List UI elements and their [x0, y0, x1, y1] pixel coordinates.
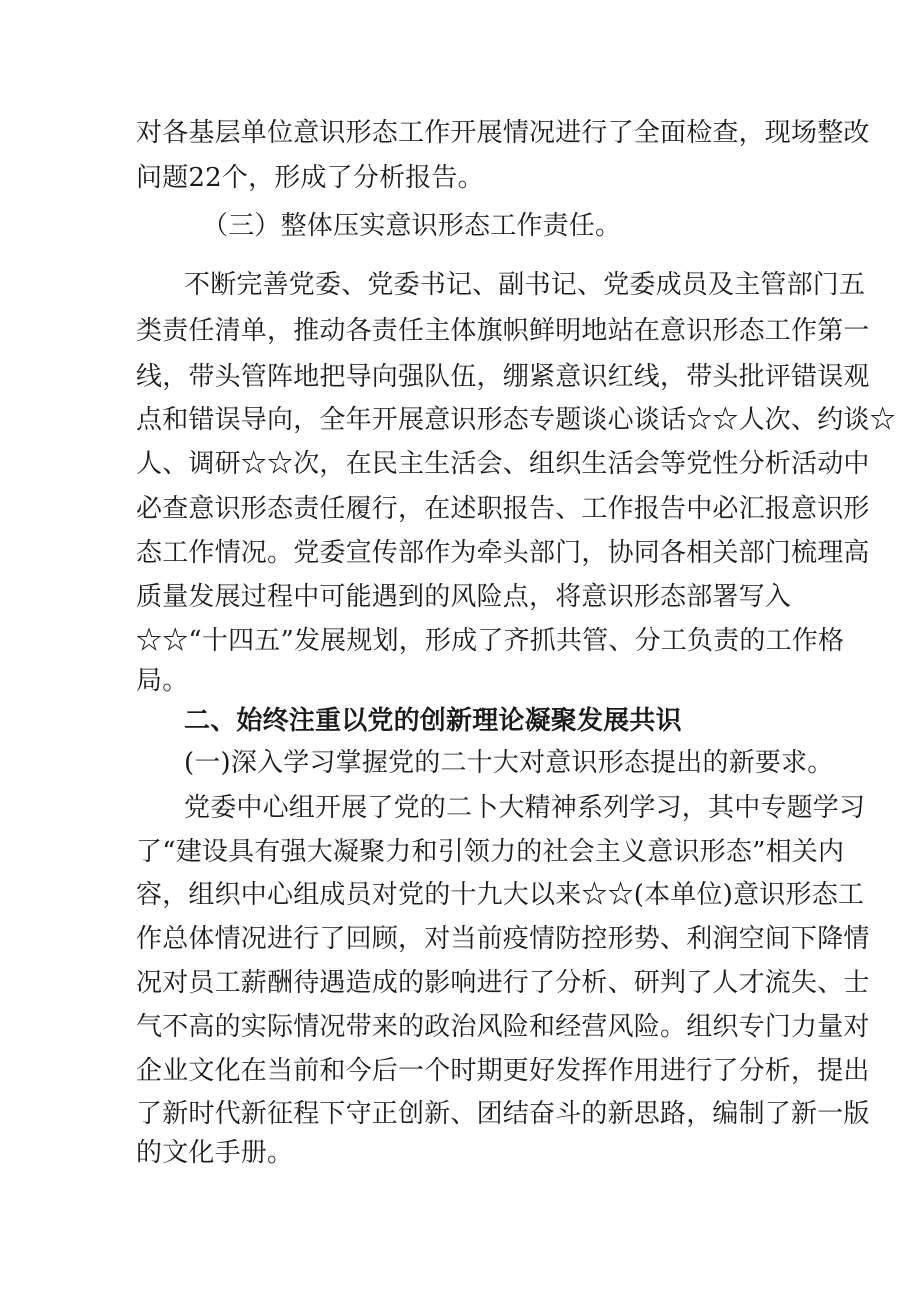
- text-line-16: 党委中心组开展了党的二卜大精神系列学习，其中专题学习: [184, 793, 866, 823]
- text-line-13: 局。: [136, 666, 189, 696]
- text-line-17: 了“建设具有强大凝聚力和引领力的社会主义意识形态”相关内: [136, 837, 845, 867]
- text-line-12: ☆☆“十四五”发展规划，形成了齐抓共管、分工负责的工作格: [136, 626, 845, 656]
- text-line-1: 对各基层单位意识形态工作开展情况进行了全面检查，现场整改: [136, 118, 870, 148]
- text-line-2: 问题22个，形成了分析报告。: [136, 163, 484, 193]
- text-line-23: 了新时代新征程下守正创新、团结奋斗的新思路，编制了新一版: [136, 1099, 870, 1129]
- section-subheading-2-1: (一)深入学习掌握党的二十大对意识形态提出的新要求。: [184, 748, 834, 778]
- section-heading-2: 二、始终注重以党的创新理论凝聚发展共识: [184, 706, 682, 736]
- section-subheading-3: （三）整体压实意识形态工作责任。: [202, 211, 622, 241]
- text-line-11: 质量发展过程中可能遇到的风险点，将意识形态部署写入: [136, 582, 792, 612]
- text-line-22: 企业文化在当前和今后一个时期更好发挥作用进行了分析，提出: [136, 1056, 870, 1086]
- text-line-6: 线，带头管阵地把导向强队伍，绷紧意识红线，带头批评错误观: [136, 362, 870, 392]
- text-line-20: 况对员工薪酬待遇造成的影响进行了分析、研判了人才流失、士: [136, 968, 870, 998]
- text-line-24: 的文化手册。: [136, 1138, 294, 1168]
- text-line-9: 必查意识形态责任履行，在述职报告、工作报告中必汇报意识形: [136, 494, 870, 524]
- text-line-19: 作总体情况进行了回顾，对当前疫情防控形势、利润空间下降情: [136, 924, 870, 954]
- text-line-18: 容，组织中心组成员对党的十九大以来☆☆(本单位)意识形态工: [136, 880, 865, 910]
- text-line-21: 气不高的实际情况带来的政治风险和经营风险。组织专门力量对: [136, 1012, 870, 1042]
- text-line-10: 态工作情况。党委宣传部作为牵头部门，协同各相关部门梳理高: [136, 538, 870, 568]
- text-line-5: 类责任清单，推动各责任主体旗帜鲜明地站在意识形态工作第一: [136, 316, 870, 346]
- text-line-4: 不断完善党委、党委书记、副书记、党委成员及主管部门五: [184, 270, 866, 300]
- text-line-7: 点和错误导向，全年开展意识形态专题谈心谈话☆☆人次、约谈☆: [136, 405, 896, 435]
- text-line-8: 人、调研☆☆次，在民主生活会、组织生活会等党性分析活动中: [136, 449, 870, 479]
